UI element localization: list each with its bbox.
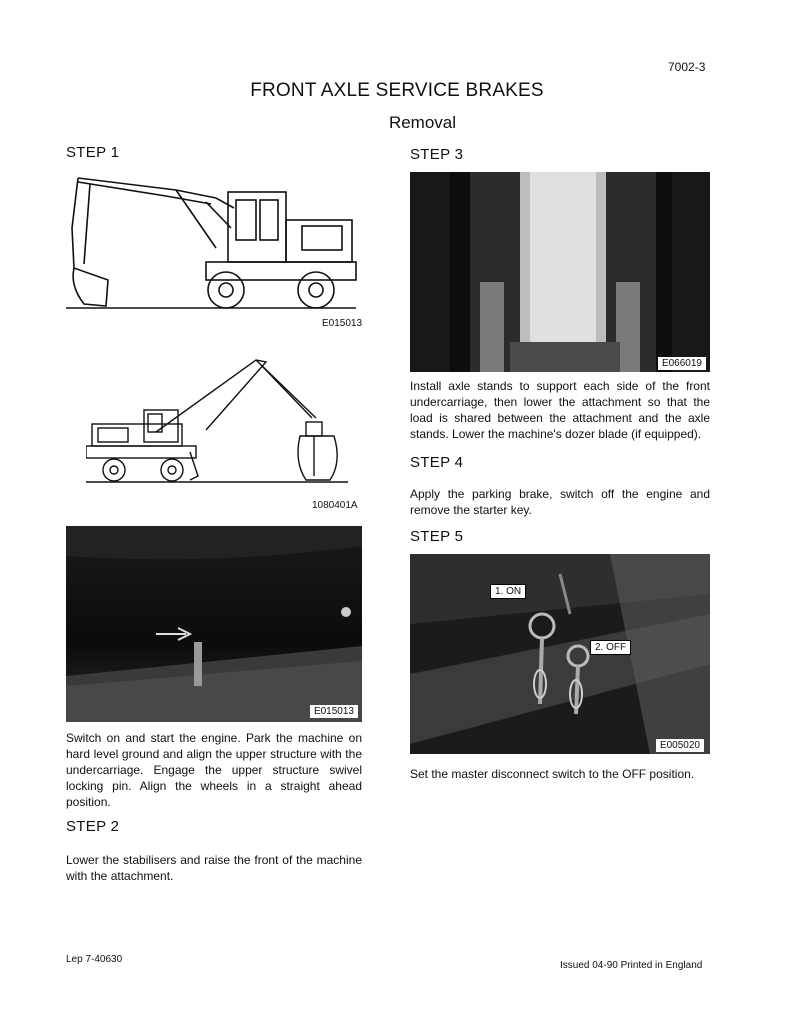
material-handler-illustration <box>86 352 356 490</box>
step1-text: Switch on and start the engine. Park the machine on hard level ground and align the upper structure with the undercarriage. Engage the upper structure swivel locking pin. Align the wheels in a straight ahead position. <box>66 731 362 809</box>
excavator-illustration-side <box>66 168 366 316</box>
step5-heading: STEP 5 <box>410 528 464 545</box>
page-subtitle: Removal <box>388 113 457 132</box>
step2-heading: STEP 2 <box>66 818 120 835</box>
step5-photo-code: E005020 <box>656 739 704 752</box>
figure2-code: 1080401A <box>312 500 358 511</box>
step3-photo <box>410 172 710 372</box>
figure1-code: E015013 <box>322 318 363 329</box>
step1-photo <box>66 526 362 722</box>
step1-photo-code: E015013 <box>310 705 358 718</box>
switch-off-label: 2. OFF <box>590 640 631 655</box>
step5-text: Set the master disconnect switch to the OFF position. <box>410 767 695 781</box>
page-title: FRONT AXLE SERVICE BRAKES <box>250 80 544 101</box>
step3-text: Install axle stands to support each side of the front undercarriage, then lower the attachment so that the load is shared between the attachment and the axle stands. Lower the machine's dozer blade (if equipped). <box>410 379 710 441</box>
step5-photo <box>410 554 710 754</box>
step3-heading: STEP 3 <box>410 146 464 163</box>
step1-heading: STEP 1 <box>66 144 120 161</box>
step4-heading: STEP 4 <box>410 454 464 471</box>
step2-text: Lower the stabilisers and raise the front of the machine with the attachment. <box>66 853 362 883</box>
step4-text: Apply the parking brake, switch off the engine and remove the starter key. <box>410 487 710 517</box>
footer-issue-info: Issued 04-90 Printed in England <box>560 960 703 971</box>
switch-on-label: 1. ON <box>490 584 526 599</box>
step3-photo-code: E066019 <box>658 357 706 370</box>
page-number: 7002-3 <box>668 60 706 74</box>
footer-lep-number: Lep 7-40630 <box>66 954 123 965</box>
